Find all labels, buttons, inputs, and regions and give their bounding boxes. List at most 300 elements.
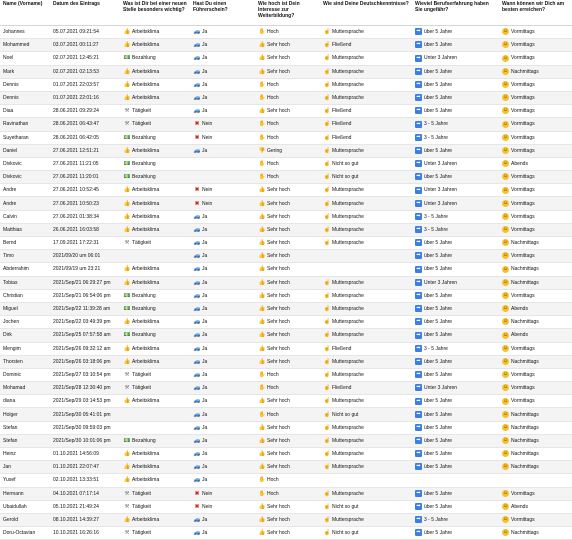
- cell-license[interactable]: [190, 223, 255, 236]
- cell-prio[interactable]: [120, 329, 190, 342]
- cell-time[interactable]: [499, 118, 572, 131]
- cell-german[interactable]: [320, 210, 412, 223]
- cell-date[interactable]: [50, 91, 120, 104]
- cell-name[interactable]: [0, 223, 50, 236]
- cell-name[interactable]: [0, 408, 50, 421]
- cell-name[interactable]: [0, 434, 50, 447]
- cell-experience[interactable]: [412, 302, 499, 315]
- cell-german[interactable]: [320, 355, 412, 368]
- cell-experience[interactable]: [412, 237, 499, 250]
- table-row[interactable]: [0, 408, 572, 421]
- cell-date[interactable]: [50, 78, 120, 91]
- cell-date[interactable]: [50, 355, 120, 368]
- cell-experience[interactable]: [412, 144, 499, 157]
- cell-experience[interactable]: [412, 157, 499, 170]
- cell-time[interactable]: [499, 461, 572, 474]
- cell-german[interactable]: [320, 91, 412, 104]
- table-row[interactable]: [0, 91, 572, 104]
- cell-name[interactable]: [0, 329, 50, 342]
- cell-prio[interactable]: [120, 316, 190, 329]
- cell-time[interactable]: [499, 368, 572, 381]
- cell-interest[interactable]: [255, 434, 320, 447]
- cell-name[interactable]: [0, 263, 50, 276]
- cell-experience[interactable]: [412, 329, 499, 342]
- cell-experience[interactable]: [412, 105, 499, 118]
- table-row[interactable]: [0, 513, 572, 526]
- table-row[interactable]: [0, 487, 572, 500]
- table-row[interactable]: [0, 474, 572, 487]
- cell-german[interactable]: [320, 421, 412, 434]
- cell-name[interactable]: [0, 105, 50, 118]
- cell-experience[interactable]: [412, 513, 499, 526]
- cell-name[interactable]: [0, 461, 50, 474]
- cell-prio[interactable]: [120, 302, 190, 315]
- column-header-priority[interactable]: Was ist Dir bei einer neuen Stelle besonders wichtig?: [120, 0, 190, 26]
- cell-license[interactable]: [190, 302, 255, 315]
- cell-german[interactable]: [320, 527, 412, 540]
- cell-german[interactable]: [320, 368, 412, 381]
- cell-name[interactable]: [0, 276, 50, 289]
- table-row[interactable]: [0, 289, 572, 302]
- cell-interest[interactable]: [255, 39, 320, 52]
- cell-prio[interactable]: [120, 513, 190, 526]
- cell-time[interactable]: [499, 474, 572, 487]
- cell-prio[interactable]: [120, 184, 190, 197]
- cell-interest[interactable]: [255, 329, 320, 342]
- table-row[interactable]: [0, 382, 572, 395]
- cell-experience[interactable]: [412, 382, 499, 395]
- cell-prio[interactable]: [120, 118, 190, 131]
- cell-date[interactable]: [50, 434, 120, 447]
- table-row[interactable]: [0, 527, 572, 540]
- cell-name[interactable]: [0, 157, 50, 170]
- cell-license[interactable]: [190, 342, 255, 355]
- cell-prio[interactable]: [120, 197, 190, 210]
- cell-german[interactable]: [320, 500, 412, 513]
- cell-experience[interactable]: [412, 184, 499, 197]
- cell-interest[interactable]: [255, 289, 320, 302]
- table-row[interactable]: [0, 395, 572, 408]
- cell-interest[interactable]: [255, 105, 320, 118]
- cell-time[interactable]: [499, 171, 572, 184]
- cell-license[interactable]: [190, 421, 255, 434]
- cell-name[interactable]: [0, 65, 50, 78]
- cell-license[interactable]: [190, 395, 255, 408]
- cell-experience[interactable]: [412, 39, 499, 52]
- cell-date[interactable]: [50, 487, 120, 500]
- cell-prio[interactable]: [120, 487, 190, 500]
- cell-name[interactable]: [0, 395, 50, 408]
- cell-date[interactable]: [50, 329, 120, 342]
- column-header-license[interactable]: Hast Du einen Führerschein?: [190, 0, 255, 26]
- column-header-date[interactable]: Datum des Eintrags: [50, 0, 120, 26]
- table-row[interactable]: [0, 448, 572, 461]
- cell-german[interactable]: [320, 105, 412, 118]
- cell-prio[interactable]: [120, 237, 190, 250]
- cell-interest[interactable]: [255, 382, 320, 395]
- cell-german[interactable]: [320, 26, 412, 39]
- table-row[interactable]: [0, 316, 572, 329]
- cell-interest[interactable]: [255, 91, 320, 104]
- cell-prio[interactable]: [120, 289, 190, 302]
- cell-date[interactable]: [50, 210, 120, 223]
- cell-experience[interactable]: [412, 355, 499, 368]
- cell-german[interactable]: [320, 39, 412, 52]
- cell-name[interactable]: [0, 421, 50, 434]
- cell-license[interactable]: [190, 527, 255, 540]
- cell-experience[interactable]: [412, 448, 499, 461]
- cell-german[interactable]: [320, 382, 412, 395]
- cell-german[interactable]: [320, 157, 412, 170]
- table-row[interactable]: [0, 342, 572, 355]
- cell-interest[interactable]: [255, 355, 320, 368]
- cell-license[interactable]: [190, 408, 255, 421]
- cell-time[interactable]: [499, 210, 572, 223]
- cell-prio[interactable]: [120, 105, 190, 118]
- cell-license[interactable]: [190, 210, 255, 223]
- cell-date[interactable]: [50, 65, 120, 78]
- cell-prio[interactable]: [120, 408, 190, 421]
- cell-experience[interactable]: [412, 500, 499, 513]
- cell-time[interactable]: [499, 131, 572, 144]
- cell-experience[interactable]: [412, 65, 499, 78]
- cell-prio[interactable]: [120, 65, 190, 78]
- cell-time[interactable]: [499, 223, 572, 236]
- column-header-german[interactable]: Wie sind Deine Deutschkenntnisse?: [320, 0, 412, 26]
- cell-prio[interactable]: [120, 527, 190, 540]
- table-row[interactable]: [0, 223, 572, 236]
- cell-name[interactable]: [0, 448, 50, 461]
- cell-date[interactable]: [50, 421, 120, 434]
- cell-date[interactable]: [50, 382, 120, 395]
- cell-name[interactable]: [0, 500, 50, 513]
- cell-name[interactable]: [0, 368, 50, 381]
- cell-license[interactable]: [190, 78, 255, 91]
- cell-interest[interactable]: [255, 157, 320, 170]
- cell-prio[interactable]: [120, 276, 190, 289]
- cell-experience[interactable]: [412, 276, 499, 289]
- cell-license[interactable]: [190, 500, 255, 513]
- cell-license[interactable]: [190, 434, 255, 447]
- table-row[interactable]: [0, 144, 572, 157]
- cell-date[interactable]: [50, 157, 120, 170]
- cell-experience[interactable]: [412, 395, 499, 408]
- cell-prio[interactable]: [120, 500, 190, 513]
- cell-interest[interactable]: [255, 527, 320, 540]
- cell-experience[interactable]: [412, 263, 499, 276]
- cell-name[interactable]: [0, 237, 50, 250]
- cell-date[interactable]: [50, 448, 120, 461]
- cell-prio[interactable]: [120, 26, 190, 39]
- cell-name[interactable]: [0, 316, 50, 329]
- table-row[interactable]: [0, 434, 572, 447]
- cell-interest[interactable]: [255, 316, 320, 329]
- cell-license[interactable]: [190, 91, 255, 104]
- cell-name[interactable]: [0, 184, 50, 197]
- cell-german[interactable]: [320, 461, 412, 474]
- table-row[interactable]: [0, 250, 572, 263]
- cell-experience[interactable]: [412, 487, 499, 500]
- cell-experience[interactable]: [412, 434, 499, 447]
- cell-prio[interactable]: [120, 395, 190, 408]
- cell-time[interactable]: [499, 342, 572, 355]
- table-row[interactable]: [0, 39, 572, 52]
- cell-time[interactable]: [499, 513, 572, 526]
- cell-interest[interactable]: [255, 408, 320, 421]
- cell-german[interactable]: [320, 276, 412, 289]
- cell-german[interactable]: [320, 408, 412, 421]
- cell-time[interactable]: [499, 91, 572, 104]
- cell-german[interactable]: [320, 513, 412, 526]
- cell-interest[interactable]: [255, 52, 320, 65]
- cell-german[interactable]: [320, 171, 412, 184]
- cell-date[interactable]: [50, 105, 120, 118]
- cell-interest[interactable]: [255, 276, 320, 289]
- cell-experience[interactable]: [412, 118, 499, 131]
- table-row[interactable]: [0, 368, 572, 381]
- cell-time[interactable]: [499, 302, 572, 315]
- cell-date[interactable]: [50, 144, 120, 157]
- cell-time[interactable]: [499, 184, 572, 197]
- cell-prio[interactable]: [120, 382, 190, 395]
- cell-license[interactable]: [190, 131, 255, 144]
- cell-time[interactable]: [499, 263, 572, 276]
- cell-license[interactable]: [190, 382, 255, 395]
- cell-name[interactable]: [0, 289, 50, 302]
- cell-prio[interactable]: [120, 39, 190, 52]
- cell-date[interactable]: [50, 408, 120, 421]
- table-row[interactable]: [0, 184, 572, 197]
- cell-experience[interactable]: [412, 421, 499, 434]
- cell-german[interactable]: [320, 52, 412, 65]
- cell-date[interactable]: [50, 223, 120, 236]
- table-row[interactable]: [0, 157, 572, 170]
- cell-name[interactable]: [0, 144, 50, 157]
- cell-experience[interactable]: [412, 91, 499, 104]
- cell-time[interactable]: [499, 448, 572, 461]
- table-row[interactable]: [0, 237, 572, 250]
- cell-german[interactable]: [320, 223, 412, 236]
- cell-prio[interactable]: [120, 210, 190, 223]
- cell-german[interactable]: [320, 474, 412, 487]
- cell-name[interactable]: [0, 197, 50, 210]
- cell-experience[interactable]: [412, 171, 499, 184]
- cell-prio[interactable]: [120, 144, 190, 157]
- table-row[interactable]: [0, 118, 572, 131]
- cell-interest[interactable]: [255, 184, 320, 197]
- cell-experience[interactable]: [412, 250, 499, 263]
- cell-license[interactable]: [190, 368, 255, 381]
- cell-name[interactable]: [0, 78, 50, 91]
- cell-time[interactable]: [499, 395, 572, 408]
- cell-interest[interactable]: [255, 118, 320, 131]
- cell-license[interactable]: [190, 461, 255, 474]
- cell-prio[interactable]: [120, 421, 190, 434]
- cell-date[interactable]: [50, 527, 120, 540]
- cell-name[interactable]: [0, 39, 50, 52]
- cell-date[interactable]: [50, 237, 120, 250]
- cell-interest[interactable]: [255, 78, 320, 91]
- cell-date[interactable]: [50, 342, 120, 355]
- cell-prio[interactable]: [120, 448, 190, 461]
- cell-german[interactable]: [320, 237, 412, 250]
- cell-interest[interactable]: [255, 342, 320, 355]
- cell-time[interactable]: [499, 78, 572, 91]
- cell-date[interactable]: [50, 197, 120, 210]
- cell-prio[interactable]: [120, 434, 190, 447]
- cell-time[interactable]: [499, 144, 572, 157]
- cell-license[interactable]: [190, 513, 255, 526]
- cell-interest[interactable]: [255, 448, 320, 461]
- cell-german[interactable]: [320, 302, 412, 315]
- cell-time[interactable]: [499, 197, 572, 210]
- cell-date[interactable]: [50, 395, 120, 408]
- cell-experience[interactable]: [412, 408, 499, 421]
- cell-prio[interactable]: [120, 474, 190, 487]
- cell-interest[interactable]: [255, 421, 320, 434]
- cell-german[interactable]: [320, 144, 412, 157]
- cell-time[interactable]: [499, 355, 572, 368]
- cell-prio[interactable]: [120, 78, 190, 91]
- cell-experience[interactable]: [412, 131, 499, 144]
- cell-experience[interactable]: [412, 26, 499, 39]
- table-row[interactable]: [0, 131, 572, 144]
- cell-time[interactable]: [499, 276, 572, 289]
- table-row[interactable]: [0, 329, 572, 342]
- cell-license[interactable]: [190, 105, 255, 118]
- cell-license[interactable]: [190, 52, 255, 65]
- cell-name[interactable]: [0, 513, 50, 526]
- cell-time[interactable]: [499, 421, 572, 434]
- cell-prio[interactable]: [120, 250, 190, 263]
- cell-german[interactable]: [320, 184, 412, 197]
- table-row[interactable]: [0, 26, 572, 39]
- cell-time[interactable]: [499, 237, 572, 250]
- cell-date[interactable]: [50, 26, 120, 39]
- cell-name[interactable]: [0, 26, 50, 39]
- cell-experience[interactable]: [412, 316, 499, 329]
- cell-german[interactable]: [320, 118, 412, 131]
- cell-prio[interactable]: [120, 223, 190, 236]
- cell-date[interactable]: [50, 52, 120, 65]
- cell-experience[interactable]: [412, 78, 499, 91]
- cell-date[interactable]: [50, 118, 120, 131]
- cell-prio[interactable]: [120, 355, 190, 368]
- table-row[interactable]: [0, 302, 572, 315]
- table-row[interactable]: [0, 171, 572, 184]
- column-header-interest[interactable]: Wie hoch ist Dein Interesse zur Weiterbildung?: [255, 0, 320, 26]
- cell-time[interactable]: [499, 316, 572, 329]
- cell-date[interactable]: [50, 474, 120, 487]
- column-header-name[interactable]: Name (Vorname): [0, 0, 50, 26]
- column-header-experience[interactable]: Wieviel Berufserfahrung haben Sie ungefähr?: [412, 0, 499, 26]
- cell-time[interactable]: [499, 527, 572, 540]
- cell-interest[interactable]: [255, 250, 320, 263]
- cell-time[interactable]: [499, 408, 572, 421]
- cell-name[interactable]: [0, 527, 50, 540]
- cell-date[interactable]: [50, 368, 120, 381]
- cell-experience[interactable]: [412, 52, 499, 65]
- cell-interest[interactable]: [255, 237, 320, 250]
- cell-license[interactable]: [190, 474, 255, 487]
- cell-date[interactable]: [50, 263, 120, 276]
- cell-time[interactable]: [499, 434, 572, 447]
- cell-german[interactable]: [320, 250, 412, 263]
- cell-interest[interactable]: [255, 500, 320, 513]
- cell-interest[interactable]: [255, 513, 320, 526]
- cell-license[interactable]: [190, 171, 255, 184]
- cell-time[interactable]: [499, 250, 572, 263]
- cell-interest[interactable]: [255, 461, 320, 474]
- cell-experience[interactable]: [412, 368, 499, 381]
- cell-german[interactable]: [320, 289, 412, 302]
- table-row[interactable]: [0, 421, 572, 434]
- cell-date[interactable]: [50, 171, 120, 184]
- cell-time[interactable]: [499, 500, 572, 513]
- cell-interest[interactable]: [255, 197, 320, 210]
- cell-license[interactable]: [190, 448, 255, 461]
- cell-prio[interactable]: [120, 342, 190, 355]
- table-row[interactable]: [0, 461, 572, 474]
- table-row[interactable]: [0, 276, 572, 289]
- cell-time[interactable]: [499, 52, 572, 65]
- cell-license[interactable]: [190, 487, 255, 500]
- cell-date[interactable]: [50, 250, 120, 263]
- cell-german[interactable]: [320, 316, 412, 329]
- cell-german[interactable]: [320, 434, 412, 447]
- cell-german[interactable]: [320, 329, 412, 342]
- cell-date[interactable]: [50, 276, 120, 289]
- cell-interest[interactable]: [255, 368, 320, 381]
- cell-interest[interactable]: [255, 65, 320, 78]
- cell-date[interactable]: [50, 513, 120, 526]
- cell-name[interactable]: [0, 342, 50, 355]
- cell-license[interactable]: [190, 276, 255, 289]
- cell-time[interactable]: [499, 487, 572, 500]
- cell-time[interactable]: [499, 157, 572, 170]
- cell-time[interactable]: [499, 26, 572, 39]
- cell-license[interactable]: [190, 250, 255, 263]
- cell-time[interactable]: [499, 65, 572, 78]
- table-row[interactable]: [0, 355, 572, 368]
- table-row[interactable]: [0, 78, 572, 91]
- table-row[interactable]: [0, 65, 572, 78]
- cell-interest[interactable]: [255, 395, 320, 408]
- cell-name[interactable]: [0, 382, 50, 395]
- cell-name[interactable]: [0, 118, 50, 131]
- cell-german[interactable]: [320, 65, 412, 78]
- cell-experience[interactable]: [412, 223, 499, 236]
- cell-date[interactable]: [50, 131, 120, 144]
- table-row[interactable]: [0, 197, 572, 210]
- cell-interest[interactable]: [255, 210, 320, 223]
- cell-german[interactable]: [320, 448, 412, 461]
- cell-time[interactable]: [499, 382, 572, 395]
- cell-license[interactable]: [190, 263, 255, 276]
- cell-time[interactable]: [499, 105, 572, 118]
- cell-experience[interactable]: [412, 527, 499, 540]
- cell-date[interactable]: [50, 184, 120, 197]
- cell-license[interactable]: [190, 237, 255, 250]
- cell-prio[interactable]: [120, 131, 190, 144]
- cell-interest[interactable]: [255, 223, 320, 236]
- cell-date[interactable]: [50, 39, 120, 52]
- cell-license[interactable]: [190, 65, 255, 78]
- cell-name[interactable]: [0, 91, 50, 104]
- cell-experience[interactable]: [412, 461, 499, 474]
- table-row[interactable]: [0, 210, 572, 223]
- cell-interest[interactable]: [255, 474, 320, 487]
